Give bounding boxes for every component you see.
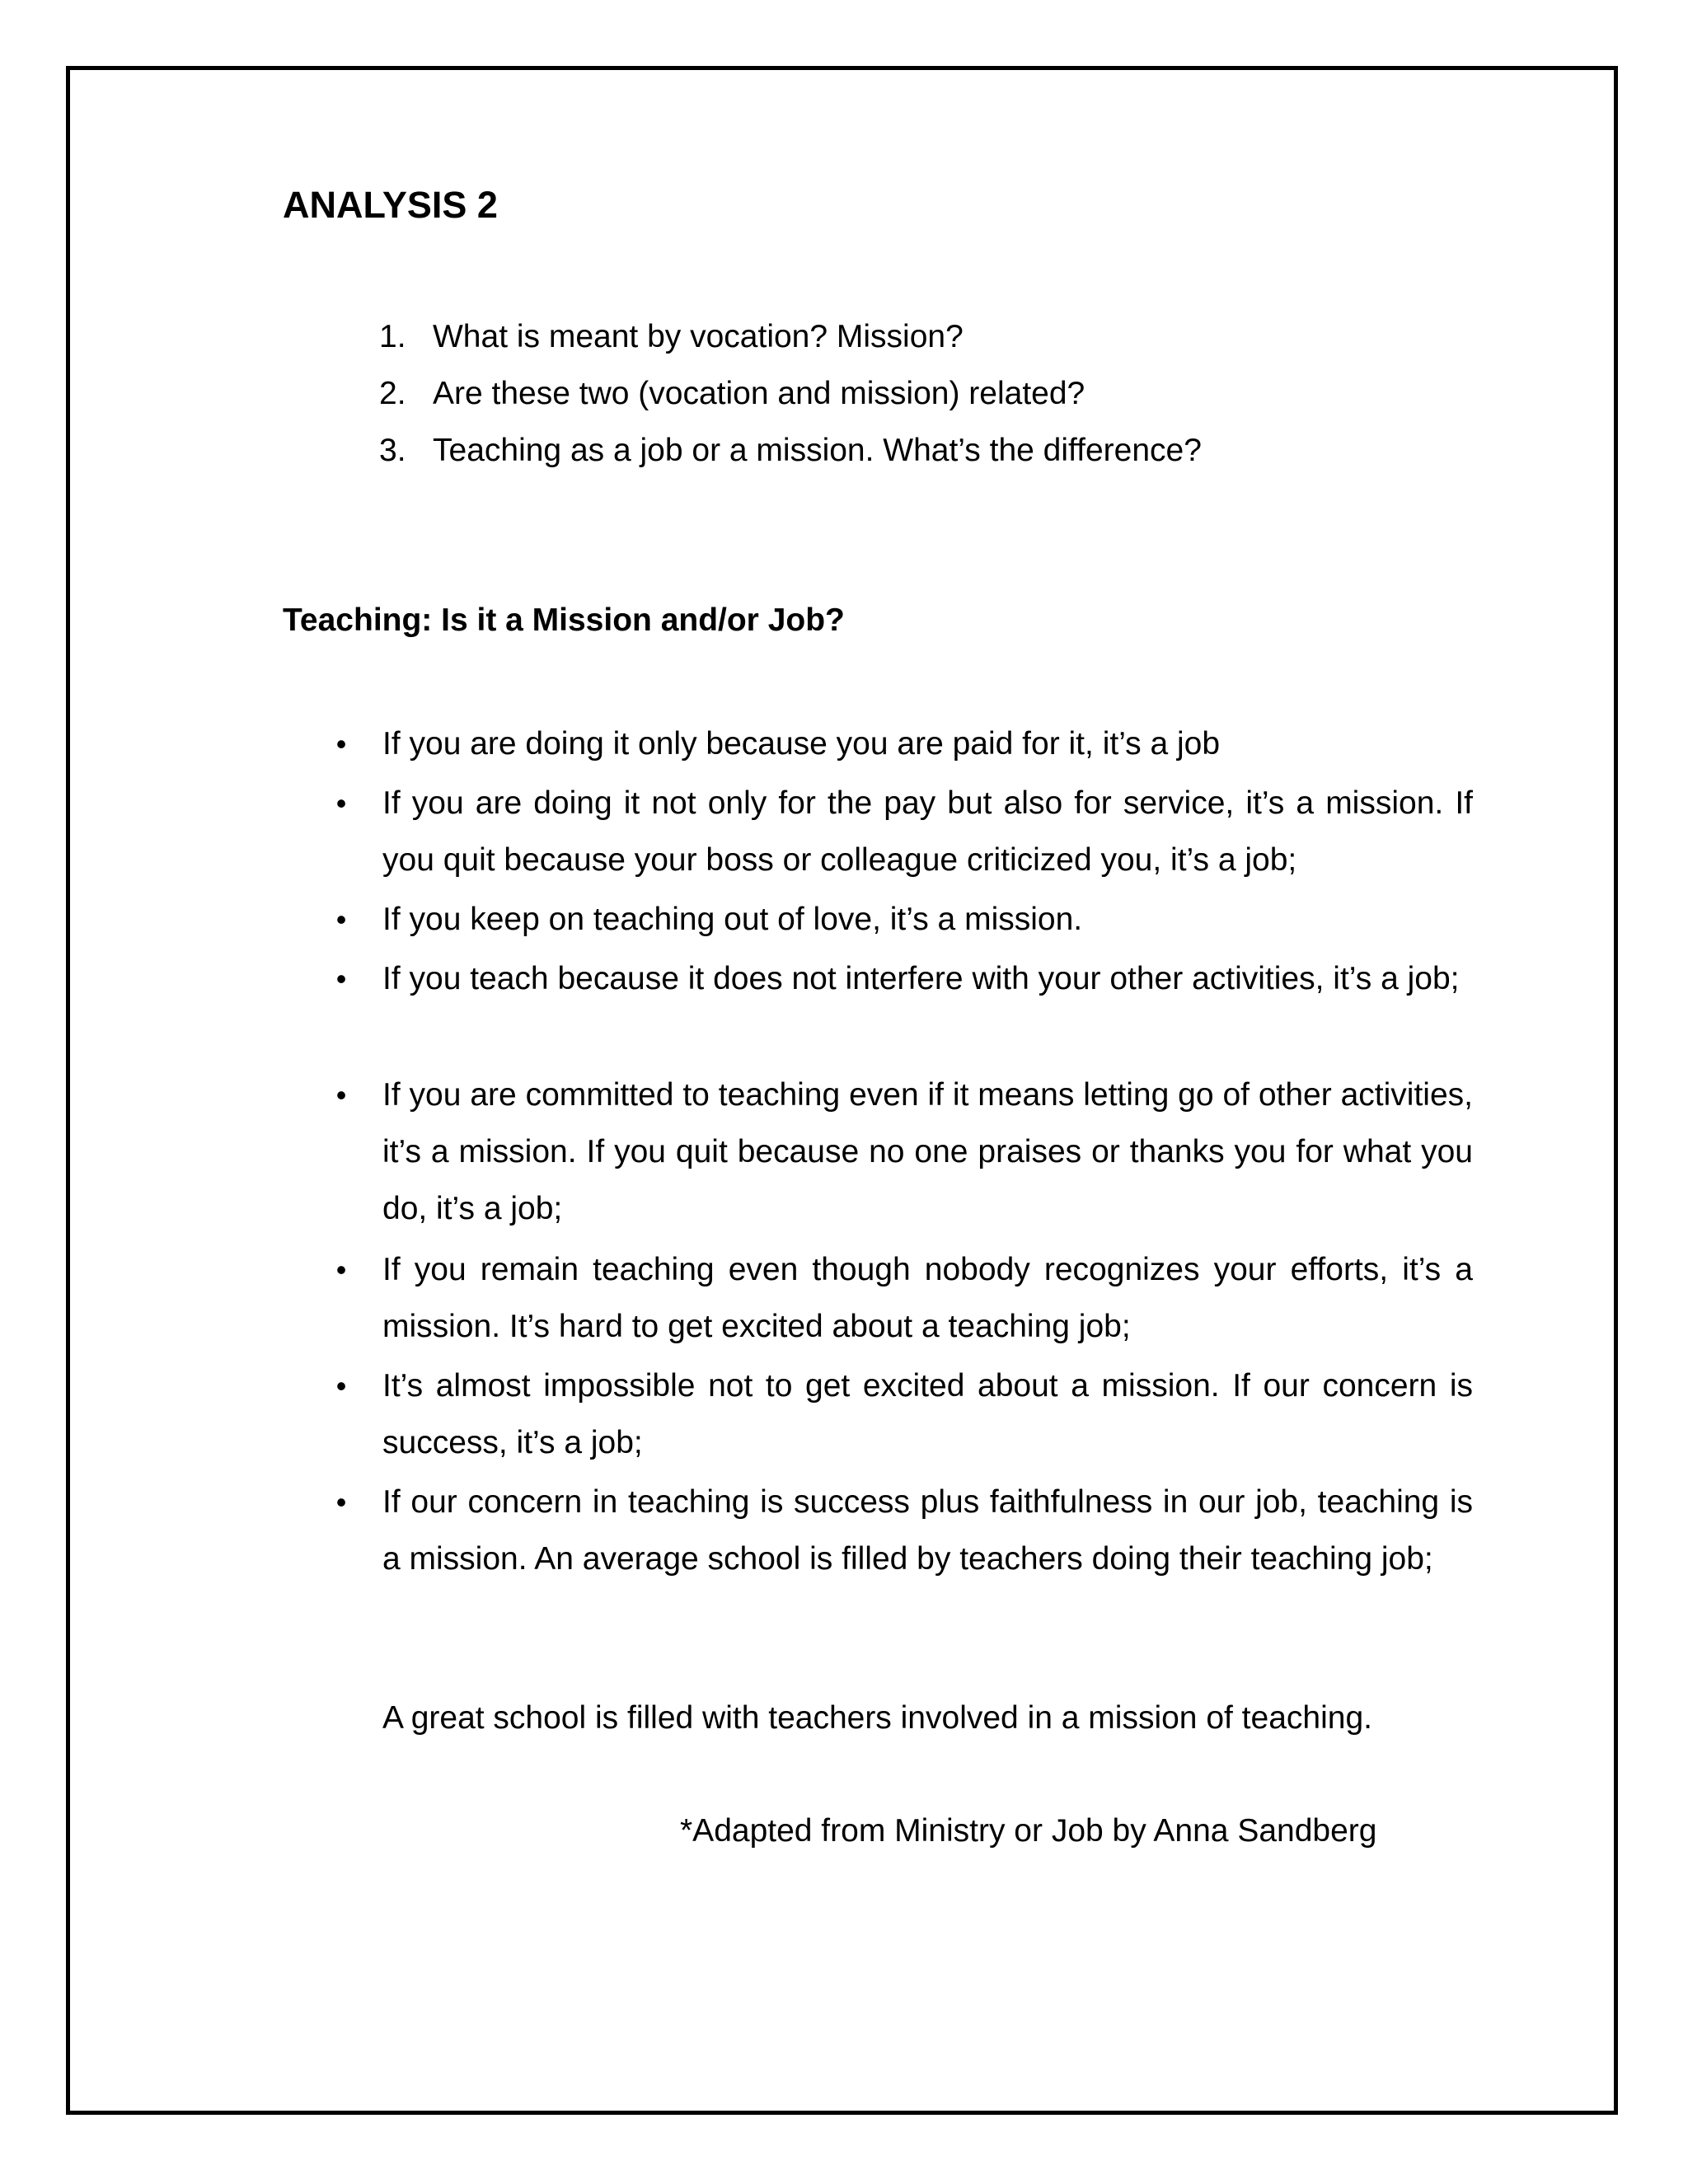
bullet-icon: • [335,1485,347,1519]
bullet-icon: • [335,902,347,936]
section-heading: Teaching: Is it a Mission and/or Job? [283,602,845,638]
bullet-icon: • [335,786,347,820]
list-item-text: If you keep on teaching out of love, it’s a mission. [382,902,1083,937]
question-list [379,315,1533,485]
list-item-text: If you are committed to teaching even if it means letting go of other activities, it’s a mission. If you quit because no one praises or thanks you for what you do, it’s a job; [382,1077,1473,1226]
list-item [330,950,1473,1066]
list-item [330,1241,1473,1357]
list-item-number: 3. [379,433,406,468]
list-item [330,1066,1473,1241]
list-item-text: It’s almost impossible not to get excited about a mission. If our concern is success, it’s a job; [382,1368,1473,1460]
bullet-icon: • [335,1253,347,1286]
source-attribution: *Adapted from Ministry or Job by Anna Sandberg [680,1813,1377,1849]
list-item-text: What is meant by vocation? Mission? [433,319,964,354]
list-item-number: 2. [379,376,406,411]
page-title: ANALYSIS 2 [283,184,498,226]
list-item [330,1474,1473,1648]
list-item-text: If you teach because it does not interfere with your other activities, it’s a job; [382,961,1460,996]
bullet-icon: • [335,1078,347,1112]
list-item-text: If you are doing it not only for the pay but also for service, it’s a mission. If you quit because your boss or colleague criticized you, it’s a job; [382,785,1473,878]
closing-statement: A great school is filled with teachers involved in a mission of teaching. [382,1700,1372,1736]
list-item [379,372,1533,429]
list-item-text: If you remain teaching even though nobody recognizes your efforts, it’s a mission. It’s hard to get excited about a teaching job; [382,1252,1473,1344]
list-item-text: Are these two (vocation and mission) related? [433,376,1085,411]
list-item [330,715,1473,775]
bullet-icon: • [335,962,347,996]
bullet-icon: • [335,727,347,761]
list-item [330,1357,1473,1474]
bullet-list [330,715,1473,1648]
list-item [379,429,1533,485]
list-item-text: If you are doing it only because you are paid for it, it’s a job [382,726,1221,762]
list-item [330,891,1473,950]
list-item [330,775,1473,891]
list-item-number: 1. [379,319,406,354]
list-item [379,315,1533,372]
bullet-icon: • [335,1369,347,1403]
list-item-text: Teaching as a job or a mission. What’s the difference? [433,433,1202,468]
list-item-text: If our concern in teaching is success plus faithfulness in our job, teaching is a mission. An average school is filled by teachers doing their teaching job; [382,1484,1473,1577]
